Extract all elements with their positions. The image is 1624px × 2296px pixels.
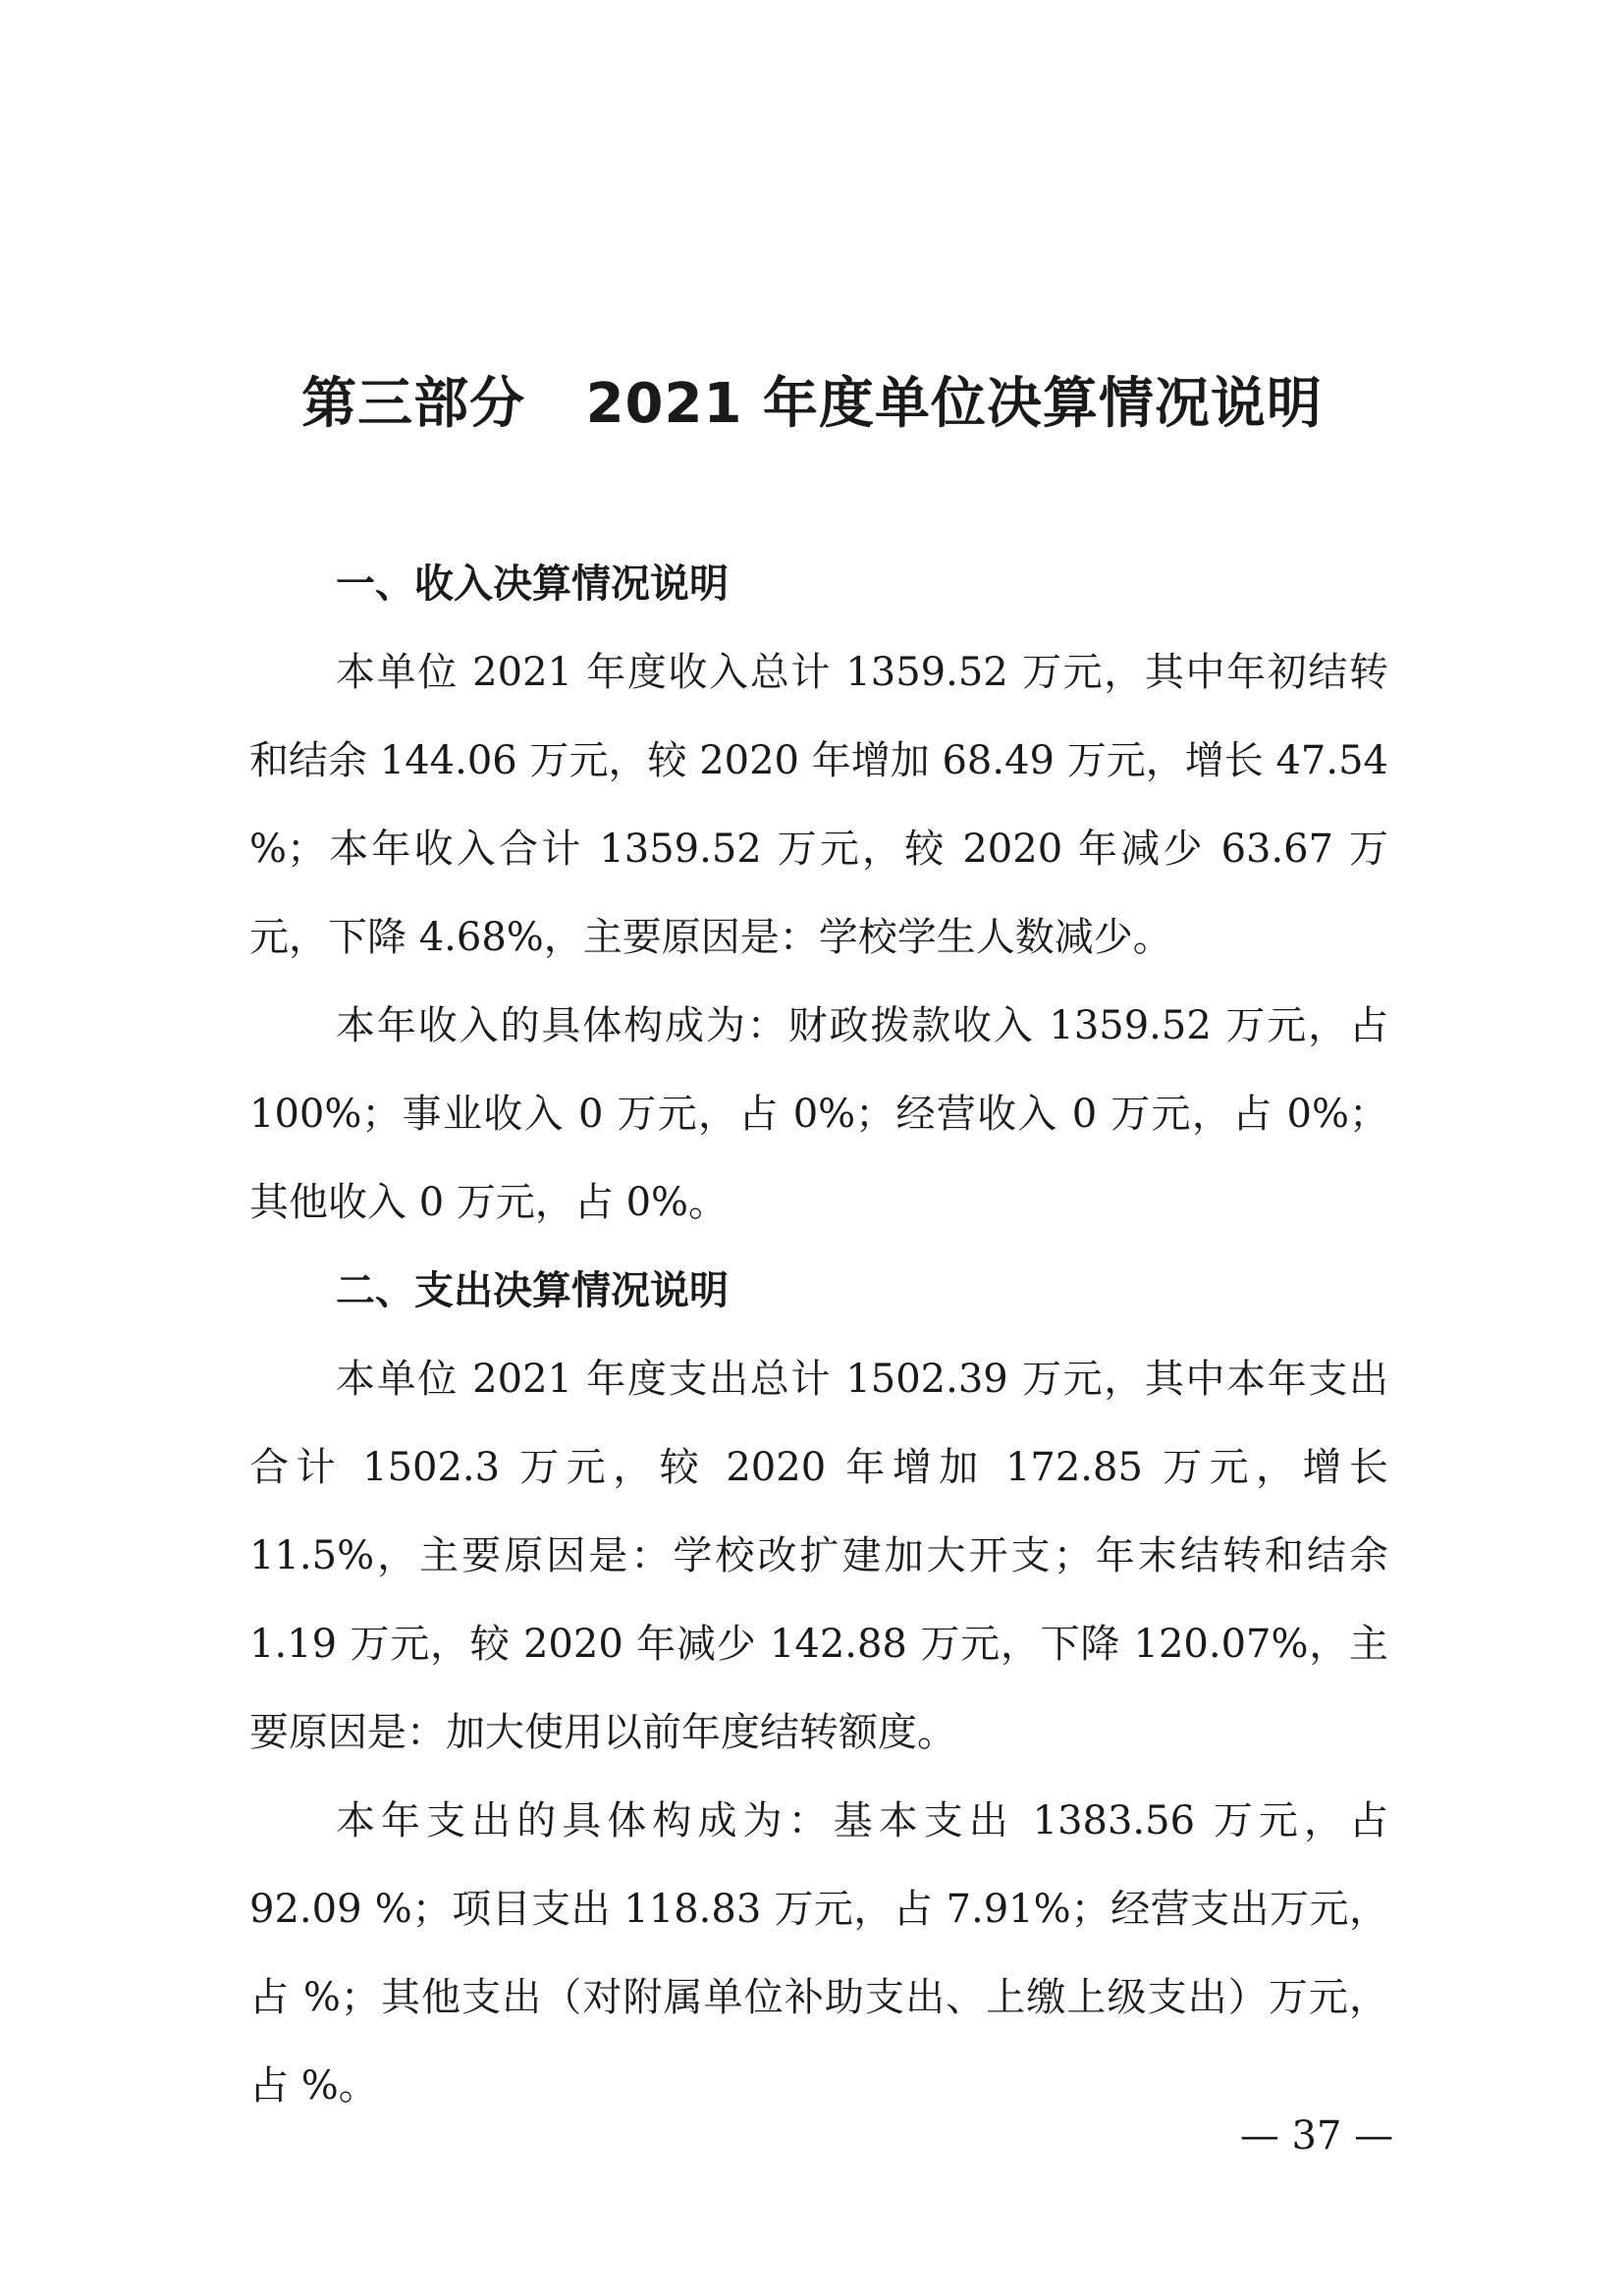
document-body [249,540,1388,2130]
paragraph-expenditure-composition: 本年支出的具体构成为：基本支出 1383.56 万元，占 92.09 %；项目支出 118.83 万元，占 7.91%；经营支出万元，占 %；其他支出（对附属单位补助支出、上缴上级支出）万元，占 %。 [249,1798,1388,2109]
section-income [249,540,1388,1247]
page-number: — 37 — [1239,2113,1394,2159]
section-heading-income: 一、收入决算情况说明 [336,561,729,607]
section-heading-expenditure: 二、支出决算情况说明 [336,1268,729,1313]
paragraph-income-summary: 本单位 2021 年度收入总计 1359.52 万元，其中年初结转和结余 144.06 万元，较 2020 年增加 68.49 万元，增长 47.54 %；本年收入合计 1359.52 万元，较 2020 年减少 63.67 万元，下降 4.68%，主要原因是：学校学生人数减少。 [249,650,1388,960]
paragraph-income-composition: 本年收入的具体构成为：财政拨款收入 1359.52 万元，占 100%；事业收入 0 万元，占 0%；经营收入 0 万元，占 0%；其他收入 0 万元，占 0%。 [249,1003,1388,1225]
paragraph-expenditure-summary: 本单位 2021 年度支出总计 1502.39 万元，其中本年支出合计 1502.3 万元，较 2020 年增加 172.85 万元，增长 11.5%，主要原因是：学校改扩建加大开支；年末结转和结余 1.19 万元，较 2020 年减少 142.88 万元，下降 120.07%，主要原因是：加大使用以前年度结转额度。 [249,1357,1388,1755]
section-expenditure [249,1247,1388,2130]
page-title: 第三部分 2021 年度单位决算情况说明 [301,372,1323,436]
